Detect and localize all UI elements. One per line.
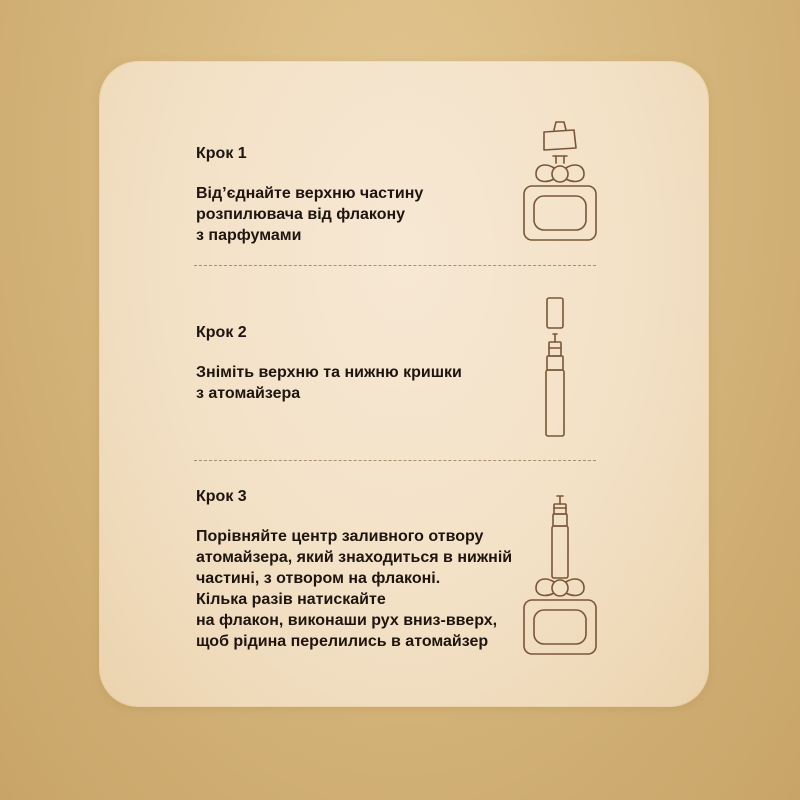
- atomizer-open-icon: [538, 296, 572, 442]
- atomizer-on-bottle-icon: [518, 490, 602, 656]
- divider-2: [194, 460, 596, 461]
- perfume-bottle-cap-removed-icon: [518, 116, 602, 242]
- step-3-text: Порівняйте центр заливного отвору атомайзера, який знаходиться в нижній частині, з отвором на флаконі. Кілька разів натискайте на флакон, виконаши рух вниз-вверх, щоб рідина перелились в атомайзер: [196, 528, 513, 650]
- step-1-title: Крок 1: [196, 145, 247, 162]
- step-3-title: Крок 3: [196, 488, 247, 505]
- step-2-text: Зніміть верхню та нижню кришки з атомайзера: [196, 364, 462, 402]
- step-2-title: Крок 2: [196, 324, 247, 341]
- divider-1: [194, 265, 596, 266]
- step-1-text: Від’єднайте верхню частину розпилювача від флакону з парфумами: [196, 185, 424, 244]
